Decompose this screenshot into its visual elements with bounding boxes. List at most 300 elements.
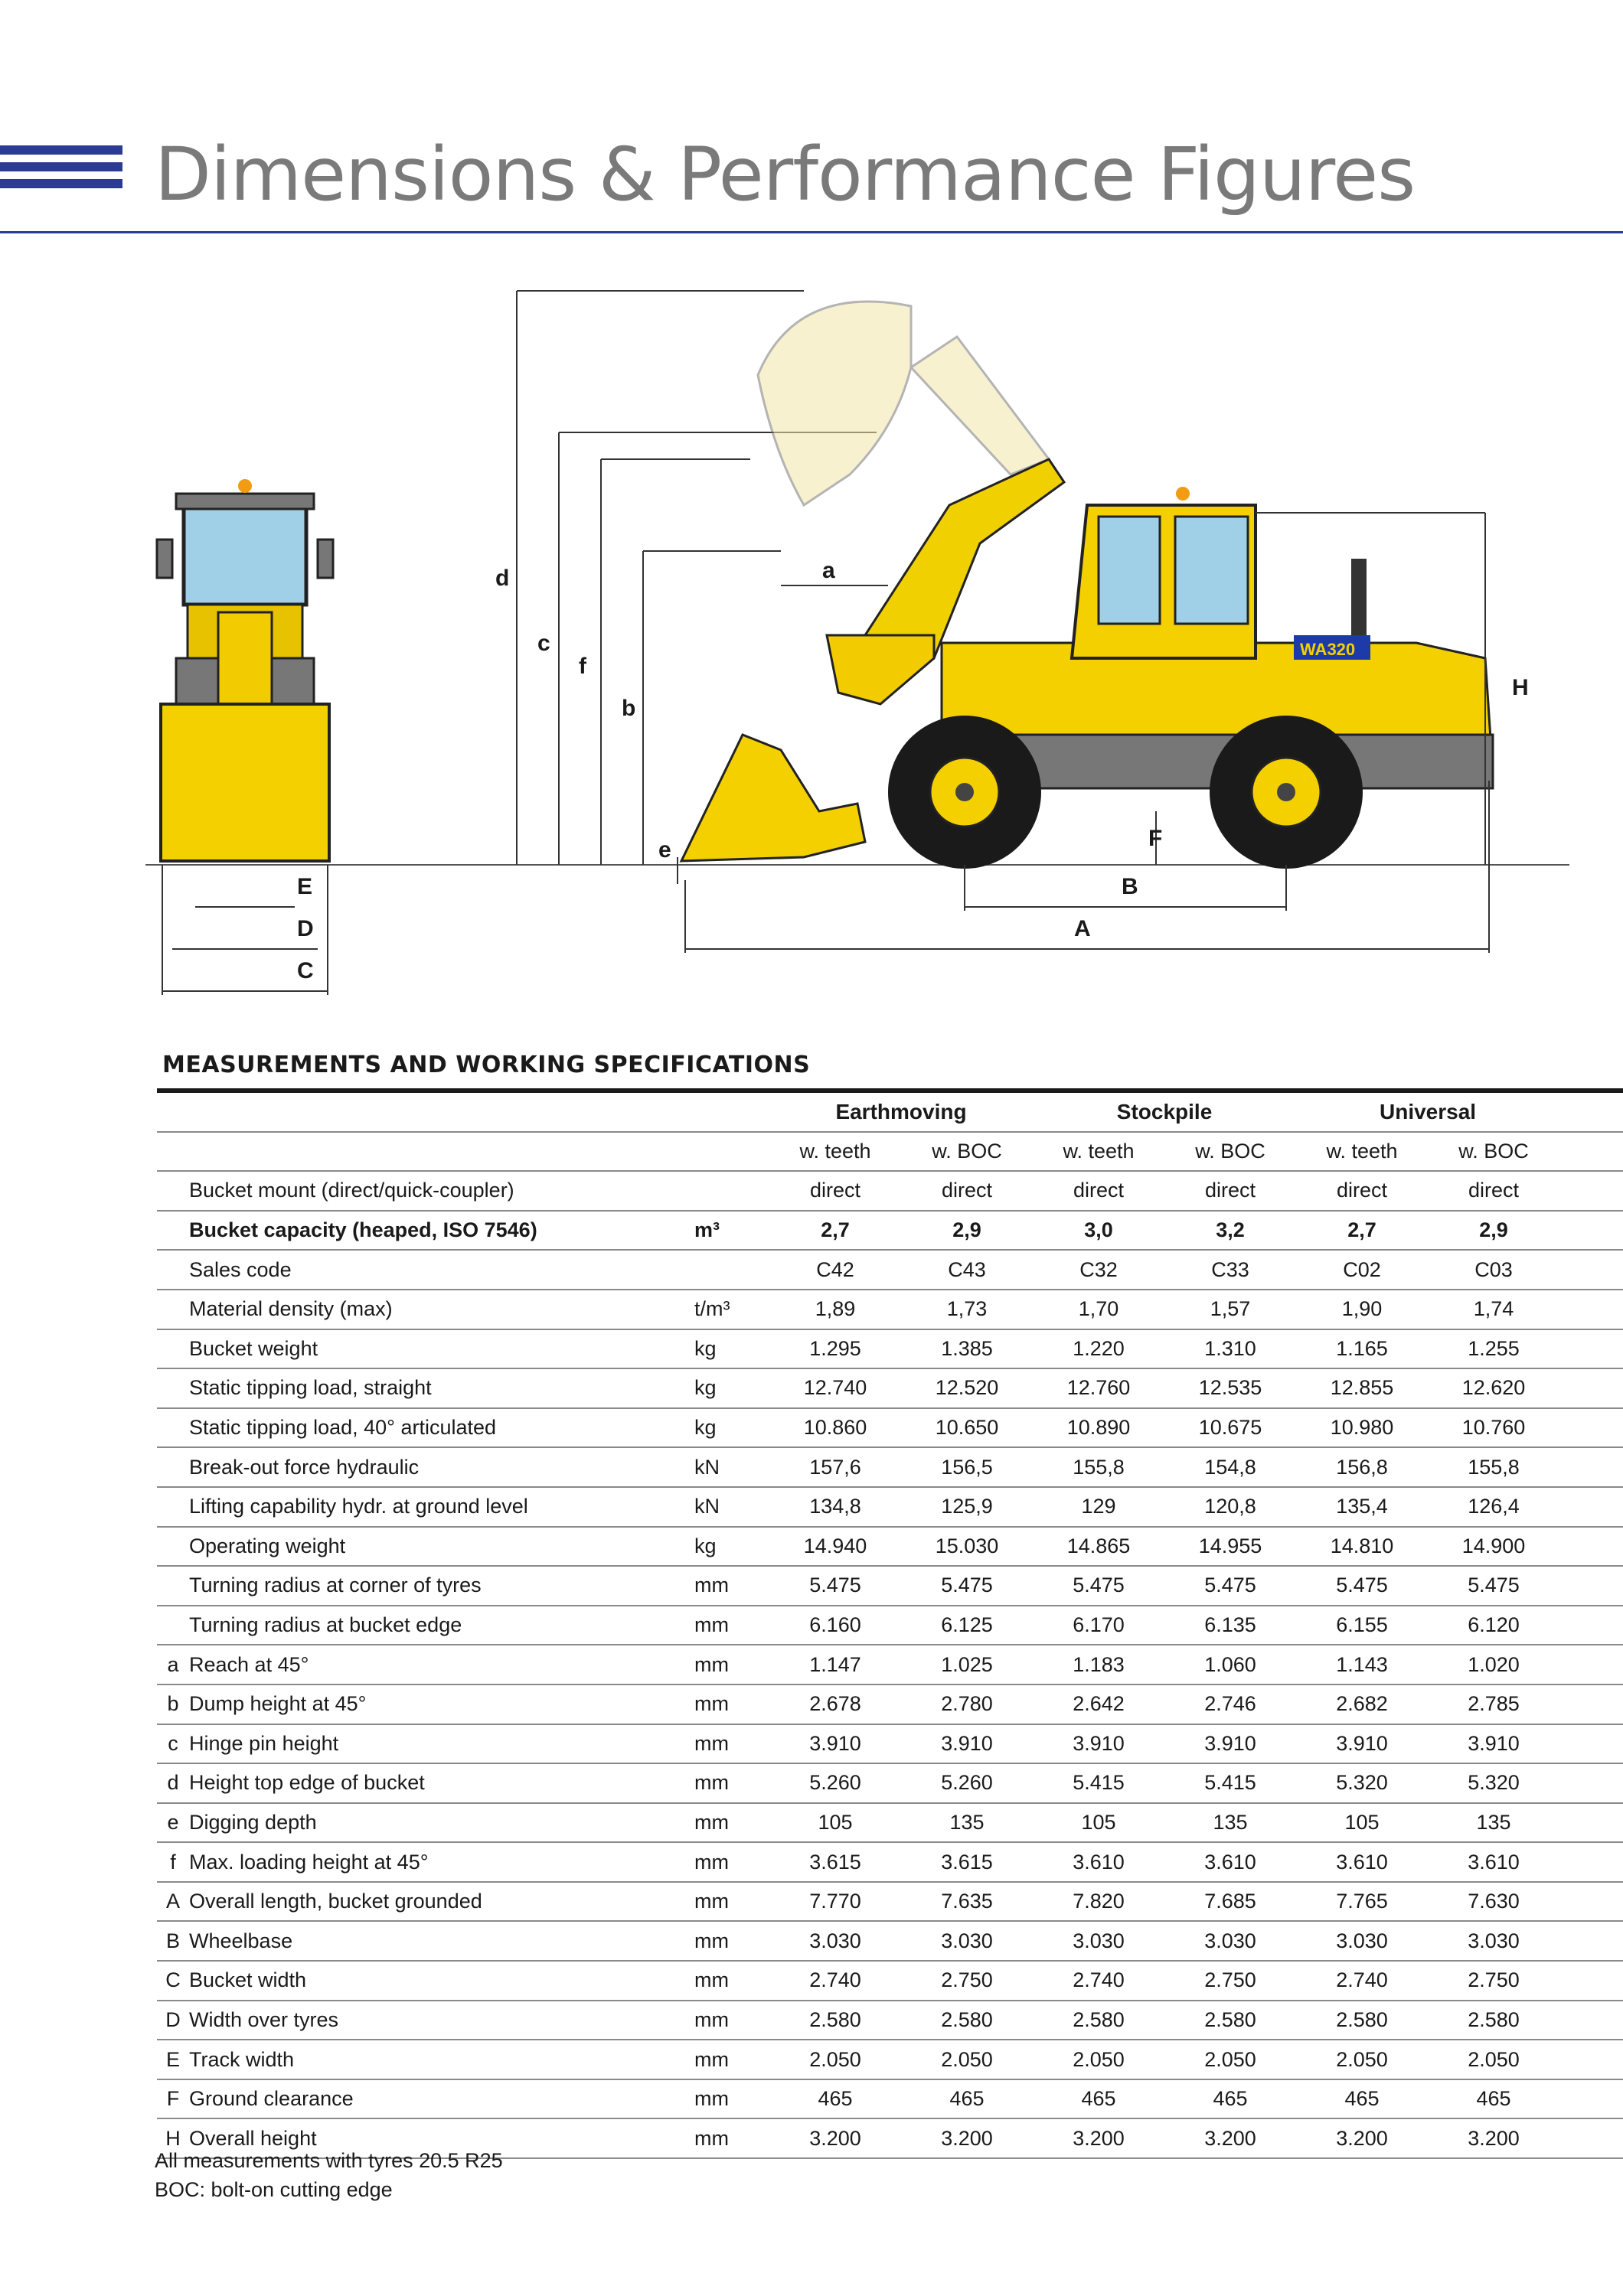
row-value: C43 (901, 1250, 1033, 1290)
row-letter: H (157, 2118, 189, 2158)
row-letter (157, 1211, 189, 1251)
row-value: 2.785 (1428, 1684, 1559, 1724)
row-value: 1,74 (1428, 1290, 1559, 1329)
row-letter: c (157, 1724, 189, 1764)
row-value: 3.610 (1296, 1842, 1428, 1882)
page-title: Dimensions & Performance Figures (155, 132, 1416, 217)
row-value: 2.050 (769, 2040, 901, 2079)
row-pad (1559, 1842, 1623, 1882)
table-row (157, 2001, 1623, 2040)
dim-label-b: b (622, 696, 636, 721)
subheader-row (157, 1132, 1623, 1172)
row-value: C42 (769, 1250, 901, 1290)
row-value: 6.170 (1033, 1606, 1164, 1645)
row-value: 5.475 (1296, 1566, 1428, 1606)
table-row (157, 1527, 1623, 1567)
row-letter (157, 1329, 189, 1369)
row-pad (1559, 1606, 1623, 1645)
specifications-table (157, 1093, 1623, 2159)
row-pad (1559, 1527, 1623, 1567)
row-value: 3.030 (1428, 1921, 1559, 1961)
row-unit: m³ (694, 1211, 769, 1251)
row-value: 6.120 (1428, 1606, 1559, 1645)
row-label: Turning radius at bucket edge (189, 1606, 694, 1645)
row-label: Overall length, bucket grounded (189, 1882, 694, 1922)
row-value: 1,73 (901, 1290, 1033, 1329)
dim-label-e: e (658, 837, 671, 863)
dim-label-a: a (822, 558, 835, 583)
row-pad (1559, 1171, 1623, 1211)
row-unit: kg (694, 1527, 769, 1567)
group-earthmoving: Earthmoving (769, 1093, 1033, 1132)
row-letter: C (157, 1961, 189, 2001)
row-value: direct (1033, 1171, 1164, 1211)
row-value: 14.810 (1296, 1527, 1428, 1567)
row-letter: e (157, 1803, 189, 1843)
row-pad (1559, 1368, 1623, 1408)
loader-dimension-drawing (145, 276, 1569, 1010)
row-value: 465 (769, 2079, 901, 2119)
row-pad (1559, 2001, 1623, 2040)
table-row (157, 1684, 1623, 1724)
row-letter (157, 1290, 189, 1329)
row-unit: mm (694, 1842, 769, 1882)
row-value: 2.050 (1296, 2040, 1428, 2079)
row-pad (1559, 1961, 1623, 2001)
row-value: 10.675 (1164, 1408, 1296, 1448)
row-unit: mm (694, 2118, 769, 2158)
table-row (157, 1408, 1623, 1448)
footnotes (155, 2146, 503, 2204)
row-value: 7.770 (769, 1882, 901, 1922)
row-value: 14.865 (1033, 1527, 1164, 1567)
row-value: 2.642 (1033, 1684, 1164, 1724)
row-value: 3.615 (769, 1842, 901, 1882)
row-letter (157, 1527, 189, 1567)
row-label: Digging depth (189, 1803, 694, 1843)
row-value: 10.860 (769, 1408, 901, 1448)
row-unit: mm (694, 1606, 769, 1645)
row-value: direct (769, 1171, 901, 1211)
dim-label-A: A (1074, 916, 1091, 941)
front-view-loader-icon (157, 479, 333, 861)
row-value: 2,9 (1428, 1211, 1559, 1251)
row-value: 3.200 (901, 2118, 1033, 2158)
dim-label-H: H (1512, 675, 1529, 700)
row-label: Height top edge of bucket (189, 1763, 694, 1803)
row-value: 2,7 (769, 1211, 901, 1251)
dim-label-d: d (495, 566, 510, 591)
row-value: 2.050 (901, 2040, 1033, 2079)
row-value: 2.580 (1296, 2001, 1428, 2040)
table-row (157, 1250, 1623, 1290)
row-pad (1559, 1447, 1623, 1487)
row-pad (1559, 2040, 1623, 2079)
row-value: 2.050 (1428, 2040, 1559, 2079)
row-label: Bucket weight (189, 1329, 694, 1369)
row-value: 2.750 (901, 1961, 1033, 2001)
table-row (157, 1961, 1623, 2001)
row-value: 3.610 (1428, 1842, 1559, 1882)
table-row (157, 2040, 1623, 2079)
row-value: 5.475 (1164, 1566, 1296, 1606)
table-row (157, 1566, 1623, 1606)
row-value: 2,9 (901, 1211, 1033, 1251)
row-pad (1559, 1803, 1623, 1843)
row-value: 120,8 (1164, 1487, 1296, 1527)
row-label: Break-out force hydraulic (189, 1447, 694, 1487)
row-value: 3.910 (1164, 1724, 1296, 1764)
model-badge: WA320 (1300, 640, 1356, 659)
row-letter (157, 1171, 189, 1211)
row-unit: kg (694, 1408, 769, 1448)
table-row (157, 1921, 1623, 1961)
table-row (157, 1487, 1623, 1527)
row-value: 1.165 (1296, 1329, 1428, 1369)
row-unit: mm (694, 1961, 769, 2001)
row-letter: D (157, 2001, 189, 2040)
group-stockpile: Stockpile (1033, 1093, 1296, 1132)
row-unit: mm (694, 1882, 769, 1922)
row-value: 12.740 (769, 1368, 901, 1408)
row-value: 135 (1164, 1803, 1296, 1843)
row-value: 105 (1296, 1803, 1428, 1843)
row-value: 6.135 (1164, 1606, 1296, 1645)
row-letter (157, 1566, 189, 1606)
row-value: 2.746 (1164, 1684, 1296, 1724)
row-value: 5.320 (1296, 1763, 1428, 1803)
row-label: Dump height at 45° (189, 1684, 694, 1724)
row-value: 2,7 (1296, 1211, 1428, 1251)
row-value: C33 (1164, 1250, 1296, 1290)
row-value: 12.535 (1164, 1368, 1296, 1408)
row-value: 156,5 (901, 1447, 1033, 1487)
row-letter: F (157, 2079, 189, 2119)
row-value: 1,90 (1296, 1290, 1428, 1329)
table-row (157, 1882, 1623, 1922)
row-label: Sales code (189, 1250, 694, 1290)
row-label: Track width (189, 2040, 694, 2079)
row-letter (157, 1447, 189, 1487)
row-value: 3.200 (1296, 2118, 1428, 2158)
row-letter (157, 1408, 189, 1448)
row-value: 2.682 (1296, 1684, 1428, 1724)
row-value: 14.900 (1428, 1527, 1559, 1567)
row-value: 129 (1033, 1487, 1164, 1527)
table-row (157, 1447, 1623, 1487)
subheader-cell: w. teeth (1296, 1132, 1428, 1172)
table-row (157, 2079, 1623, 2119)
row-value: 134,8 (769, 1487, 901, 1527)
row-value: 2.678 (769, 1684, 901, 1724)
row-value: 154,8 (1164, 1447, 1296, 1487)
row-value: direct (1164, 1171, 1296, 1211)
row-value: 3.030 (1033, 1921, 1164, 1961)
row-value: 2.050 (1164, 2040, 1296, 2079)
row-pad (1559, 1684, 1623, 1724)
row-letter: f (157, 1842, 189, 1882)
row-label: Lifting capability hydr. at ground level (189, 1487, 694, 1527)
row-value: 7.635 (901, 1882, 1033, 1922)
row-value: 1.147 (769, 1645, 901, 1684)
row-value: 135,4 (1296, 1487, 1428, 1527)
row-pad (1559, 1921, 1623, 1961)
row-value: 3.910 (1033, 1724, 1164, 1764)
row-value: 1.025 (901, 1645, 1033, 1684)
row-label: Operating weight (189, 1527, 694, 1567)
row-letter (157, 1368, 189, 1408)
row-value: 135 (901, 1803, 1033, 1843)
row-value: 5.260 (901, 1763, 1033, 1803)
row-pad (1559, 2118, 1623, 2158)
row-value: 3.910 (1296, 1724, 1428, 1764)
row-value: 5.475 (901, 1566, 1033, 1606)
row-unit: mm (694, 2001, 769, 2040)
dim-label-c: c (537, 631, 550, 656)
row-unit: mm (694, 1921, 769, 1961)
row-value: direct (1428, 1171, 1559, 1211)
row-letter: a (157, 1645, 189, 1684)
row-value: 15.030 (901, 1527, 1033, 1567)
dim-label-f: f (579, 654, 586, 679)
row-value: 125,9 (901, 1487, 1033, 1527)
row-value: 3,2 (1164, 1211, 1296, 1251)
subheader-cell: w. teeth (1033, 1132, 1164, 1172)
row-unit: mm (694, 1684, 769, 1724)
row-value: 465 (1296, 2079, 1428, 2119)
row-value: 12.760 (1033, 1368, 1164, 1408)
row-value: 3.030 (769, 1921, 901, 1961)
row-value: direct (1296, 1171, 1428, 1211)
row-pad (1559, 1211, 1623, 1251)
row-value: 7.685 (1164, 1882, 1296, 1922)
subheader-cell: w. BOC (1164, 1132, 1296, 1172)
row-letter: E (157, 2040, 189, 2079)
row-pad (1559, 1645, 1623, 1684)
row-value: 2.740 (769, 1961, 901, 2001)
table-row (157, 1329, 1623, 1369)
row-label: Bucket mount (direct/quick-coupler) (189, 1171, 694, 1211)
row-value: 5.415 (1164, 1763, 1296, 1803)
row-unit (694, 1250, 769, 1290)
row-label: Material density (max) (189, 1290, 694, 1329)
section-title: MEASUREMENTS AND WORKING SPECIFICATIONS (162, 1052, 811, 1078)
table-row (157, 1803, 1623, 1843)
row-letter: d (157, 1763, 189, 1803)
table-row (157, 1842, 1623, 1882)
row-value: C03 (1428, 1250, 1559, 1290)
row-value: C02 (1296, 1250, 1428, 1290)
row-value: 3,0 (1033, 1211, 1164, 1251)
row-value: 3.910 (1428, 1724, 1559, 1764)
raised-bucket-icon (758, 302, 1049, 505)
dim-label-F: F (1148, 826, 1163, 851)
table-row (157, 1368, 1623, 1408)
row-label: Static tipping load, straight (189, 1368, 694, 1408)
row-letter (157, 1606, 189, 1645)
row-value: 1.183 (1033, 1645, 1164, 1684)
brand-stripes-icon (0, 145, 122, 196)
table-row (157, 1606, 1623, 1645)
row-value: 1.220 (1033, 1329, 1164, 1369)
row-value: 156,8 (1296, 1447, 1428, 1487)
row-value: 2.580 (1164, 2001, 1296, 2040)
rear-wheel-icon (1210, 716, 1363, 869)
group-universal: Universal (1296, 1093, 1559, 1132)
row-value: 465 (1164, 2079, 1296, 2119)
row-value: 12.620 (1428, 1368, 1559, 1408)
row-value: 5.415 (1033, 1763, 1164, 1803)
row-value: 5.320 (1428, 1763, 1559, 1803)
row-pad (1559, 1487, 1623, 1527)
row-value: 1.255 (1428, 1329, 1559, 1369)
dim-label-D: D (297, 916, 314, 941)
row-label: Wheelbase (189, 1921, 694, 1961)
row-value: 5.475 (1428, 1566, 1559, 1606)
row-value: 2.750 (1428, 1961, 1559, 2001)
row-value: 1,89 (769, 1290, 901, 1329)
row-value: 2.580 (1033, 2001, 1164, 2040)
row-letter: B (157, 1921, 189, 1961)
row-value: 14.955 (1164, 1527, 1296, 1567)
row-value: 7.630 (1428, 1882, 1559, 1922)
table-row (157, 1645, 1623, 1684)
row-value: 3.910 (769, 1724, 901, 1764)
row-value: 12.520 (901, 1368, 1033, 1408)
row-label: Overall height (189, 2118, 694, 2158)
row-value: 6.160 (769, 1606, 901, 1645)
row-value: 1.020 (1428, 1645, 1559, 1684)
row-unit: mm (694, 2040, 769, 2079)
row-value: 2.740 (1033, 1961, 1164, 2001)
row-pad (1559, 1763, 1623, 1803)
row-value: 7.820 (1033, 1882, 1164, 1922)
row-letter (157, 1250, 189, 1290)
row-label: Bucket width (189, 1961, 694, 2001)
row-label: Ground clearance (189, 2079, 694, 2119)
title-divider (0, 231, 1623, 233)
row-value: 3.200 (769, 2118, 901, 2158)
specifications-body (157, 1171, 1623, 2158)
row-value: 1.060 (1164, 1645, 1296, 1684)
row-letter: b (157, 1684, 189, 1724)
row-value: 1,70 (1033, 1290, 1164, 1329)
table-row (157, 1763, 1623, 1803)
table-row (157, 1724, 1623, 1764)
row-value: 10.890 (1033, 1408, 1164, 1448)
row-value: 3.610 (1164, 1842, 1296, 1882)
row-value: 3.200 (1428, 2118, 1559, 2158)
row-value: 1.385 (901, 1329, 1033, 1369)
row-value: 3.200 (1164, 2118, 1296, 2158)
row-unit: kN (694, 1487, 769, 1527)
row-value: 5.475 (769, 1566, 901, 1606)
row-value: 10.650 (901, 1408, 1033, 1448)
row-value: 3.910 (901, 1724, 1033, 1764)
row-value: 1.310 (1164, 1329, 1296, 1369)
row-value: 105 (769, 1803, 901, 1843)
row-letter (157, 1487, 189, 1527)
row-value: 155,8 (1033, 1447, 1164, 1487)
row-value: 2.580 (1428, 2001, 1559, 2040)
footnote-boc: BOC: bolt-on cutting edge (155, 2178, 393, 2201)
row-value: 3.615 (901, 1842, 1033, 1882)
row-label: Static tipping load, 40° articulated (189, 1408, 694, 1448)
row-value: 2.050 (1033, 2040, 1164, 2079)
row-unit: mm (694, 1645, 769, 1684)
subheader-cell: w. BOC (901, 1132, 1033, 1172)
row-value: 6.125 (901, 1606, 1033, 1645)
row-value: 12.855 (1296, 1368, 1428, 1408)
row-unit: mm (694, 1803, 769, 1843)
row-value: 1.295 (769, 1329, 901, 1369)
front-wheel-icon (888, 716, 1041, 869)
row-value: 10.760 (1428, 1408, 1559, 1448)
row-unit: kg (694, 1329, 769, 1369)
group-header-row (157, 1093, 1623, 1132)
row-value: 2.740 (1296, 1961, 1428, 2001)
row-pad (1559, 1566, 1623, 1606)
row-label: Width over tyres (189, 2001, 694, 2040)
row-value: 10.980 (1296, 1408, 1428, 1448)
row-value: 6.155 (1296, 1606, 1428, 1645)
row-value: 3.030 (1296, 1921, 1428, 1961)
row-value: 3.030 (1164, 1921, 1296, 1961)
dim-label-B: B (1122, 874, 1138, 899)
row-label: Hinge pin height (189, 1724, 694, 1764)
subheader-cell: w. teeth (769, 1132, 901, 1172)
row-value: 5.475 (1033, 1566, 1164, 1606)
row-value: 155,8 (1428, 1447, 1559, 1487)
row-value: 2.750 (1164, 1961, 1296, 2001)
row-value: 135 (1428, 1803, 1559, 1843)
table-row (157, 1211, 1623, 1251)
row-value: 7.765 (1296, 1882, 1428, 1922)
row-pad (1559, 2079, 1623, 2119)
row-value: 465 (1033, 2079, 1164, 2119)
row-pad (1559, 1250, 1623, 1290)
dim-label-C: C (297, 958, 314, 983)
row-unit (694, 1171, 769, 1211)
row-unit: mm (694, 2079, 769, 2119)
row-value: 157,6 (769, 1447, 901, 1487)
row-pad (1559, 1408, 1623, 1448)
row-value: direct (901, 1171, 1033, 1211)
footnote-tyres: All measurements with tyres 20.5 R25 (155, 2149, 503, 2172)
row-pad (1559, 1882, 1623, 1922)
row-value: 3.610 (1033, 1842, 1164, 1882)
subheader-cell: w. BOC (1428, 1132, 1559, 1172)
row-unit: t/m³ (694, 1290, 769, 1329)
row-label: Reach at 45° (189, 1645, 694, 1684)
row-pad (1559, 1329, 1623, 1369)
row-value: 2.580 (769, 2001, 901, 2040)
row-label: Turning radius at corner of tyres (189, 1566, 694, 1606)
row-value: 465 (1428, 2079, 1559, 2119)
row-value: 1.143 (1296, 1645, 1428, 1684)
row-label: Max. loading height at 45° (189, 1842, 694, 1882)
table-row (157, 1290, 1623, 1329)
row-value: 2.780 (901, 1684, 1033, 1724)
row-value: 126,4 (1428, 1487, 1559, 1527)
dim-label-E: E (297, 874, 313, 899)
row-unit: mm (694, 1763, 769, 1803)
row-value: C32 (1033, 1250, 1164, 1290)
row-value: 5.260 (769, 1763, 901, 1803)
row-letter: A (157, 1882, 189, 1922)
row-unit: mm (694, 1724, 769, 1764)
row-value: 3.030 (901, 1921, 1033, 1961)
